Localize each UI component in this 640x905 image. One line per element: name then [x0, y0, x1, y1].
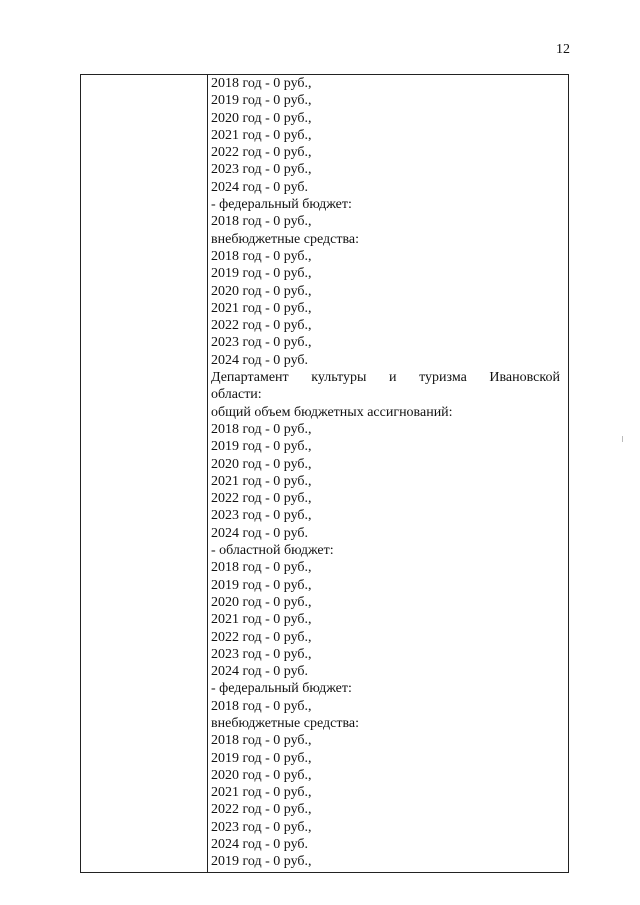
budget-line: 2018 год - 0 руб.,: [211, 560, 312, 576]
budget-line: внебюджетные средства:: [211, 231, 359, 247]
heading-word: туризма: [419, 370, 467, 386]
budget-line: 2018 год - 0 руб.,: [211, 698, 312, 714]
budget-line: области:: [211, 387, 262, 403]
budget-line: 2022 год - 0 руб.,: [211, 318, 312, 334]
budget-line: 2024 год - 0 руб.: [211, 179, 309, 195]
budget-line: 2020 год - 0 руб.,: [211, 456, 312, 472]
budget-line: 2021 год - 0 руб.,: [211, 300, 312, 316]
budget-line: внебюджетные средства:: [211, 715, 359, 731]
budget-line: 2019 год - 0 руб.,: [211, 439, 312, 455]
budget-line: [211, 369, 560, 386]
budget-line: 2021 год - 0 руб.,: [211, 785, 312, 801]
budget-line: 2023 год - 0 руб.,: [211, 646, 312, 662]
budget-line: 2022 год - 0 руб.,: [211, 491, 312, 507]
budget-line: 2021 год - 0 руб.,: [211, 612, 312, 628]
budget-line: 2022 год - 0 руб.,: [211, 802, 312, 818]
heading-word: Департамент: [211, 370, 289, 386]
heading-word: культуры: [311, 370, 367, 386]
budget-line: общий объем бюджетных ассигнований:: [211, 404, 453, 420]
budget-line: 2020 год - 0 руб.,: [211, 110, 312, 126]
budget-line: - областной бюджет:: [211, 543, 334, 559]
budget-line: 2022 год - 0 руб.,: [211, 629, 312, 645]
budget-line: 2023 год - 0 руб.,: [211, 335, 312, 351]
column-divider: [207, 75, 208, 872]
budget-line: 2021 год - 0 руб.,: [211, 473, 312, 489]
budget-line: 2019 год - 0 руб.,: [211, 750, 312, 766]
budget-line: 2020 год - 0 руб.,: [211, 283, 312, 299]
budget-line: 2019 год - 0 руб.,: [211, 577, 312, 593]
budget-line: 2018 год - 0 руб.,: [211, 214, 312, 230]
budget-line: 2018 год - 0 руб.,: [211, 76, 312, 91]
budget-line: 2024 год - 0 руб.: [211, 352, 309, 368]
budget-line: 2024 год - 0 руб.: [211, 525, 309, 541]
budget-line: 2018 год - 0 руб.,: [211, 248, 312, 264]
budget-line: 2023 год - 0 руб.,: [211, 162, 312, 178]
page-number: 12: [556, 42, 570, 57]
budget-line: 2024 год - 0 руб.: [211, 837, 309, 853]
budget-line: 2021 год - 0 руб.,: [211, 127, 312, 143]
budget-line: 2022 год - 0 руб.,: [211, 145, 312, 161]
budget-line: 2024 год - 0 руб.: [211, 664, 309, 680]
budget-table: [80, 74, 569, 873]
heading-word: Ивановской: [489, 370, 560, 386]
budget-line: - федеральный бюджет:: [211, 681, 352, 697]
budget-line: 2019 год - 0 руб.,: [211, 266, 312, 282]
budget-line: 2019 год - 0 руб.,: [211, 93, 312, 109]
heading-word: и: [388, 370, 397, 386]
budget-line: 2018 год - 0 руб.,: [211, 421, 312, 437]
budget-line: 2018 год - 0 руб.,: [211, 733, 312, 749]
budget-line: 2023 год - 0 руб.,: [211, 819, 312, 835]
scan-artifact: [622, 436, 623, 442]
budget-line: 2020 год - 0 руб.,: [211, 594, 312, 610]
budget-line: 2023 год - 0 руб.,: [211, 508, 312, 524]
table-right-column: [211, 75, 560, 872]
budget-line: 2019 год - 0 руб.,: [211, 854, 312, 870]
budget-line: 2020 год - 0 руб.,: [211, 767, 312, 783]
budget-line: - федеральный бюджет:: [211, 197, 352, 213]
